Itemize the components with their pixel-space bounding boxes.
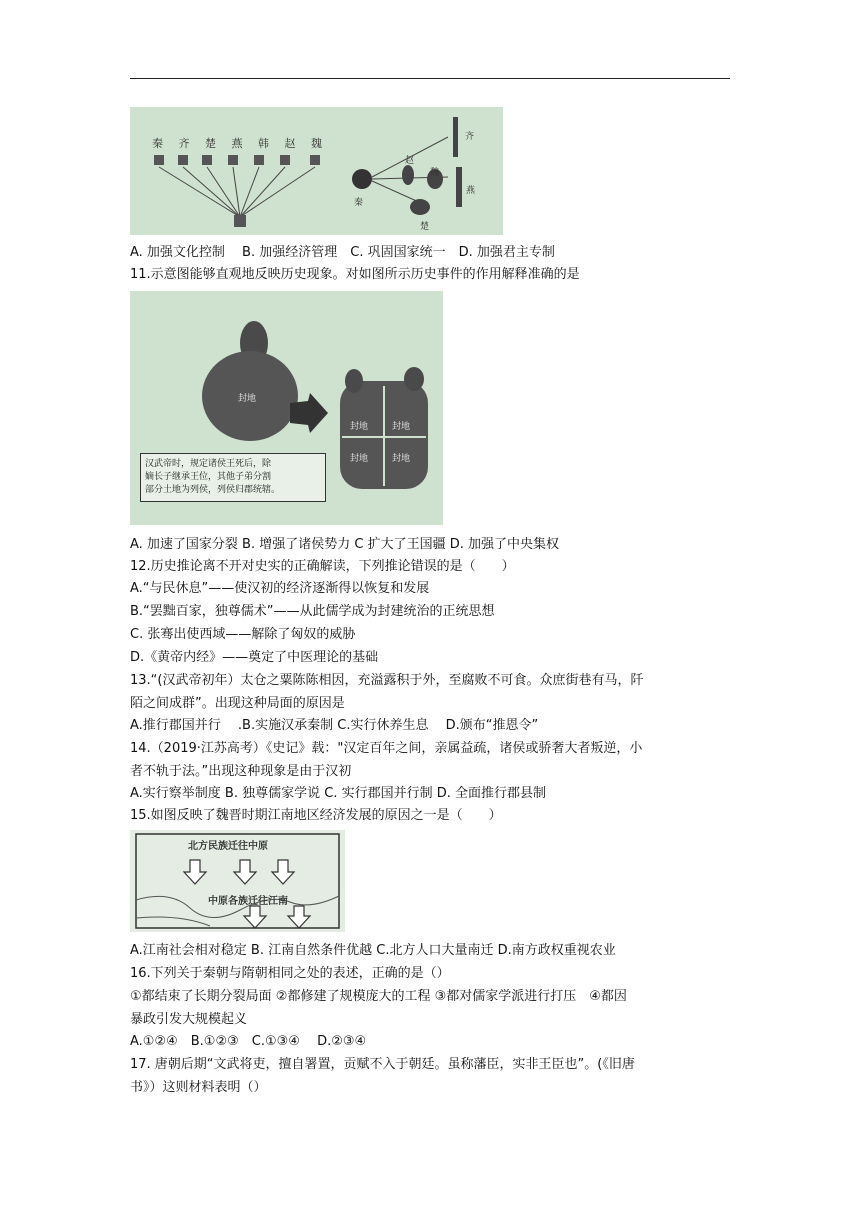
q14-line-2: 者不轨于法。”出现这种现象是由于汉初 xyxy=(130,764,352,779)
fief-label-1: 封地 xyxy=(350,422,369,432)
label-qi: 齐 xyxy=(465,132,475,142)
caption-box xyxy=(140,453,326,502)
q16-line-1: ①都结束了长期分裂局面 ②都修建了规模庞大的工程 ③都对儒家学派进行打压 ④都因 xyxy=(130,989,627,1004)
q14-line-1: 14.（2019·江苏高考）《史记》载："汉定百年之间，亲属益疏，诸侯或骄奢大者叛逆，小 xyxy=(130,741,643,756)
q15-options: A.江南社会相对稳定 B. 江南自然条件优越 C.北方人口大量南迁 D.南方政权重视农业 xyxy=(130,943,616,958)
script-diagram xyxy=(130,107,503,235)
q16-options: A.①②④ B.①②③ C.①③④ D.②③④ xyxy=(130,1034,367,1049)
q12-stem: 12.历史推论离不开对史实的正确解读，下列推论错误的是（ ） xyxy=(130,559,515,574)
fief-label-2: 封地 xyxy=(392,422,411,432)
q13-line-1: 13.“(汉武帝初年）太仓之粟陈陈相因，充溢露积于外，至腐败不可食。众庶街巷有马，阡 xyxy=(130,673,644,688)
caption-line-2: 嫡长子继承王位，其他子弟分割 xyxy=(145,472,272,482)
q11-options: A. 加速了国家分裂 B. 增强了诸侯势力 C 扩大了王国疆 D. 加强了中央集权 xyxy=(130,537,559,552)
q13-options: A.推行郡国并行 .B.实施汉承秦制 C.实行休养生息 D.颁布“推恩令” xyxy=(130,718,539,733)
states-label-row: 秦 齐 楚 燕 韩 赵 魏 xyxy=(152,137,328,150)
q15-stem: 15.如图反映了魏晋时期江南地区经济发展的原因之一是（ ） xyxy=(130,808,502,823)
q12-option-c: C. 张骞出使西域——解除了匈奴的威胁 xyxy=(130,627,356,642)
label-wei: 魏 xyxy=(430,168,440,178)
caption-line-1: 汉武帝时，规定诸侯王死后，除 xyxy=(145,459,272,469)
q17-line-2: 书》）这则材料表明（） xyxy=(130,1080,267,1095)
caption-line-3: 部分土地为列侯，列侯归郡统辖。 xyxy=(145,485,281,495)
q11-stem: 11.示意图能够直观地反映历史现象。对如图所示历史事件的作用解释准确的是 xyxy=(130,267,580,282)
label-zhao: 赵 xyxy=(405,156,415,166)
fief-big-label: 封地 xyxy=(238,394,257,404)
figure-migration-map xyxy=(130,830,345,932)
q14-options: A.实行察举制度 B. 独尊儒家学说 C. 实行郡国并行制 D. 全面推行郡县制 xyxy=(130,786,546,801)
q16-stem: 16.下列关于秦朝与隋朝相同之处的表述，正确的是（） xyxy=(130,966,450,981)
q16-line-2: 暴政引发大规模起义 xyxy=(130,1012,248,1027)
fief-label-4: 封地 xyxy=(392,454,411,464)
figure-tuien-ling xyxy=(130,291,443,525)
south-migration-label: 中原各族迁往江南 xyxy=(208,896,288,907)
q12-option-d: D.《黄帝内经》——奠定了中医理论的基础 xyxy=(130,650,379,665)
q12-option-a: A.“与民休息”——使汉初的经济逐渐得以恢复和发展 xyxy=(130,581,430,596)
q17-line-1: 17. 唐朝后期“文武将吏，擅自署置，贡赋不入于朝廷。虽称藩臣，实非王臣也”。(《旧唐 xyxy=(130,1057,635,1072)
q10-options: A. 加强文化控制 B. 加强经济管理 C. 巩固国家统一 D. 加强君主专制 xyxy=(130,245,555,260)
q13-line-2: 陌之间成群”。出现这种局面的原因是 xyxy=(130,696,345,711)
fief-label-3: 封地 xyxy=(350,454,369,464)
north-migration-label: 北方民族迁往中原 xyxy=(188,841,268,852)
label-chu: 楚 xyxy=(420,222,430,232)
label-yan: 燕 xyxy=(466,186,476,196)
figure-qin-unification xyxy=(130,107,503,235)
label-qin: 秦 xyxy=(354,198,364,208)
q12-option-b: B.“罢黜百家，独尊儒术”——从此儒学成为封建统治的正统思想 xyxy=(130,604,495,619)
header-rule xyxy=(130,78,730,79)
